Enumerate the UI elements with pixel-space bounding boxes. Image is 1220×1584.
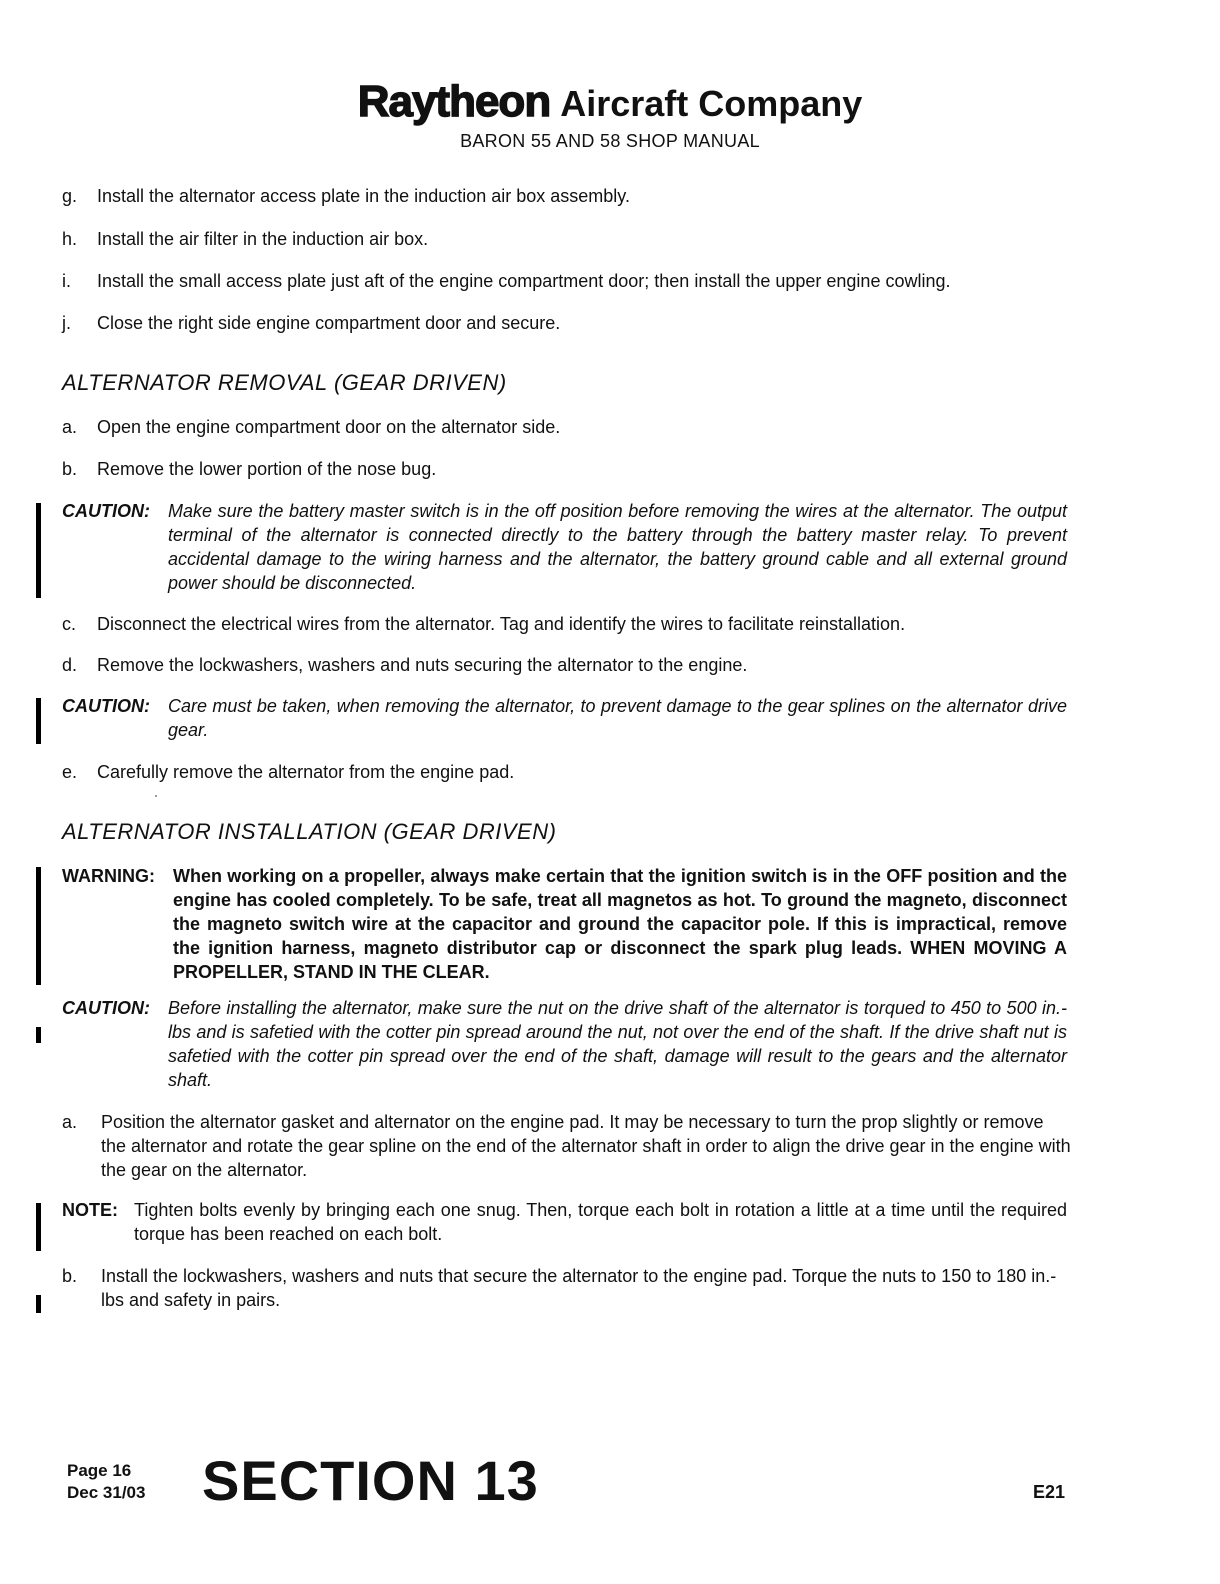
step-label: c.: [62, 614, 77, 634]
company-name: Aircraft Company: [560, 83, 863, 124]
change-bar: [36, 1027, 41, 1043]
caution-text: Before installing the alternator, make sure the nut on the drive shaft of the alternator is torqued to 450 to 500 in.-lbs and is safetied with the cotter pin spread around the nut, not over the end of the shaft. If the drive shaft nut is safetied with the cotter pin spread over the end of the shaft, damage will result to the gears and the alternator shaft.: [168, 998, 1067, 1090]
change-bar: [36, 1295, 41, 1313]
step-text: Install the lockwashers, washers and nuts that secure the alternator to the engine pad. Torque the nuts to 150 to 180 in.-lbs and safety in pairs.: [101, 1266, 1057, 1310]
removal-step-c: [62, 612, 1072, 636]
note-text: Tighten bolts evenly by bringing each one snug. Then, torque each bolt in rotation a little at a time until the required torque has been reached on each bolt.: [134, 1200, 1067, 1244]
caution-label: CAUTION:: [62, 501, 150, 521]
removal-step-e: [62, 760, 1072, 784]
revision-date: Dec 31/03: [67, 1483, 146, 1502]
step-j: [62, 311, 1072, 335]
step-label: j.: [62, 313, 71, 333]
step-g: [62, 184, 1072, 208]
caution-drive-shaft-nut: [62, 996, 1067, 1092]
step-text: Close the right side engine compartment door and secure.: [97, 313, 561, 333]
step-label: e.: [62, 762, 78, 782]
step-text: Install the alternator access plate in the induction air box assembly.: [97, 186, 630, 206]
step-text: Open the engine compartment door on the alternator side.: [97, 417, 561, 437]
step-label: d.: [62, 655, 78, 675]
caution-label: CAUTION:: [62, 998, 150, 1018]
warning-text: When working on a propeller, always make certain that the ignition switch is in the OFF position and the engine has cooled completely. To be safe, treat all magnetos as hot. To ground the magneto, disconnect the magneto switch wire at the capacitor and ground the capacitor pole. If this is impractical, remove the ignition harness, magneto distributor cap or disconnect the spark plug leads. WHEN MOVING A PROPELLER, STAND IN THE CLEAR.: [173, 866, 1067, 982]
step-text: Remove the lower portion of the nose bug.: [97, 459, 437, 479]
step-label: b.: [62, 1266, 78, 1286]
installation-step-b: [62, 1264, 1072, 1312]
note-label: NOTE:: [62, 1200, 118, 1220]
step-text: Disconnect the electrical wires from the alternator. Tag and identify the wires to facilitate reinstallation.: [97, 614, 906, 634]
step-label: i.: [62, 271, 71, 291]
caution-gear-splines: [62, 694, 1067, 742]
section-title: SECTION 13: [202, 1449, 539, 1512]
step-text: Install the small access plate just aft of the engine compartment door; then install the upper engine cowling.: [97, 271, 951, 291]
warning-label: WARNING:: [62, 866, 155, 886]
step-label: h.: [62, 229, 78, 249]
installation-step-a: [62, 1110, 1072, 1182]
caution-battery-master: [62, 499, 1067, 595]
caution-text: Make sure the battery master switch is in the off position before removing the wires at the alternator. The output terminal of the alternator is connected directly to the battery through the battery master relay. To prevent accidental damage to the wiring harness and the alternator, the battery ground cable and all external ground power should be disconnected.: [168, 501, 1067, 593]
section-heading-installation: ALTERNATOR INSTALLATION (GEAR DRIVEN): [62, 819, 557, 844]
change-bar: [36, 503, 41, 598]
company-logo: Raytheon: [357, 77, 551, 126]
step-label: b.: [62, 459, 78, 479]
page-header: [0, 78, 1220, 128]
warning-propeller: [62, 864, 1067, 984]
step-text: Install the air filter in the induction air box.: [97, 229, 429, 249]
removal-step-d: [62, 653, 1072, 677]
step-text: Remove the lockwashers, washers and nuts securing the alternator to the engine.: [97, 655, 748, 675]
change-bar: [36, 1203, 41, 1251]
step-label: a.: [62, 417, 78, 437]
step-h: [62, 227, 1072, 251]
step-text: Carefully remove the alternator from the engine pad.: [97, 762, 515, 782]
change-bar: [36, 867, 41, 985]
note-torque-bolts: [62, 1198, 1067, 1246]
scan-speck: [155, 795, 157, 797]
change-bar: [36, 698, 41, 744]
footer-page-info: [67, 1460, 145, 1504]
page-number: Page 16: [67, 1461, 132, 1480]
step-i: [62, 269, 1072, 293]
removal-step-a: [62, 415, 1072, 439]
document-code: E21: [1033, 1482, 1066, 1502]
removal-step-b: [62, 457, 1072, 481]
step-label: a.: [62, 1112, 78, 1132]
caution-label: CAUTION:: [62, 696, 150, 716]
section-heading-removal: ALTERNATOR REMOVAL (GEAR DRIVEN): [62, 370, 507, 395]
step-label: g.: [62, 186, 78, 206]
manual-title: BARON 55 AND 58 SHOP MANUAL: [460, 131, 760, 151]
caution-text: Care must be taken, when removing the alternator, to prevent damage to the gear splines on the alternator drive gear.: [168, 696, 1067, 740]
step-text: Position the alternator gasket and alternator on the engine pad. It may be necessary to turn the prop slightly or remove the alternator and rotate the gear spline on the end of the alternator shaft in order to align the drive gear in the engine with the gear on the alternator.: [101, 1112, 1071, 1180]
